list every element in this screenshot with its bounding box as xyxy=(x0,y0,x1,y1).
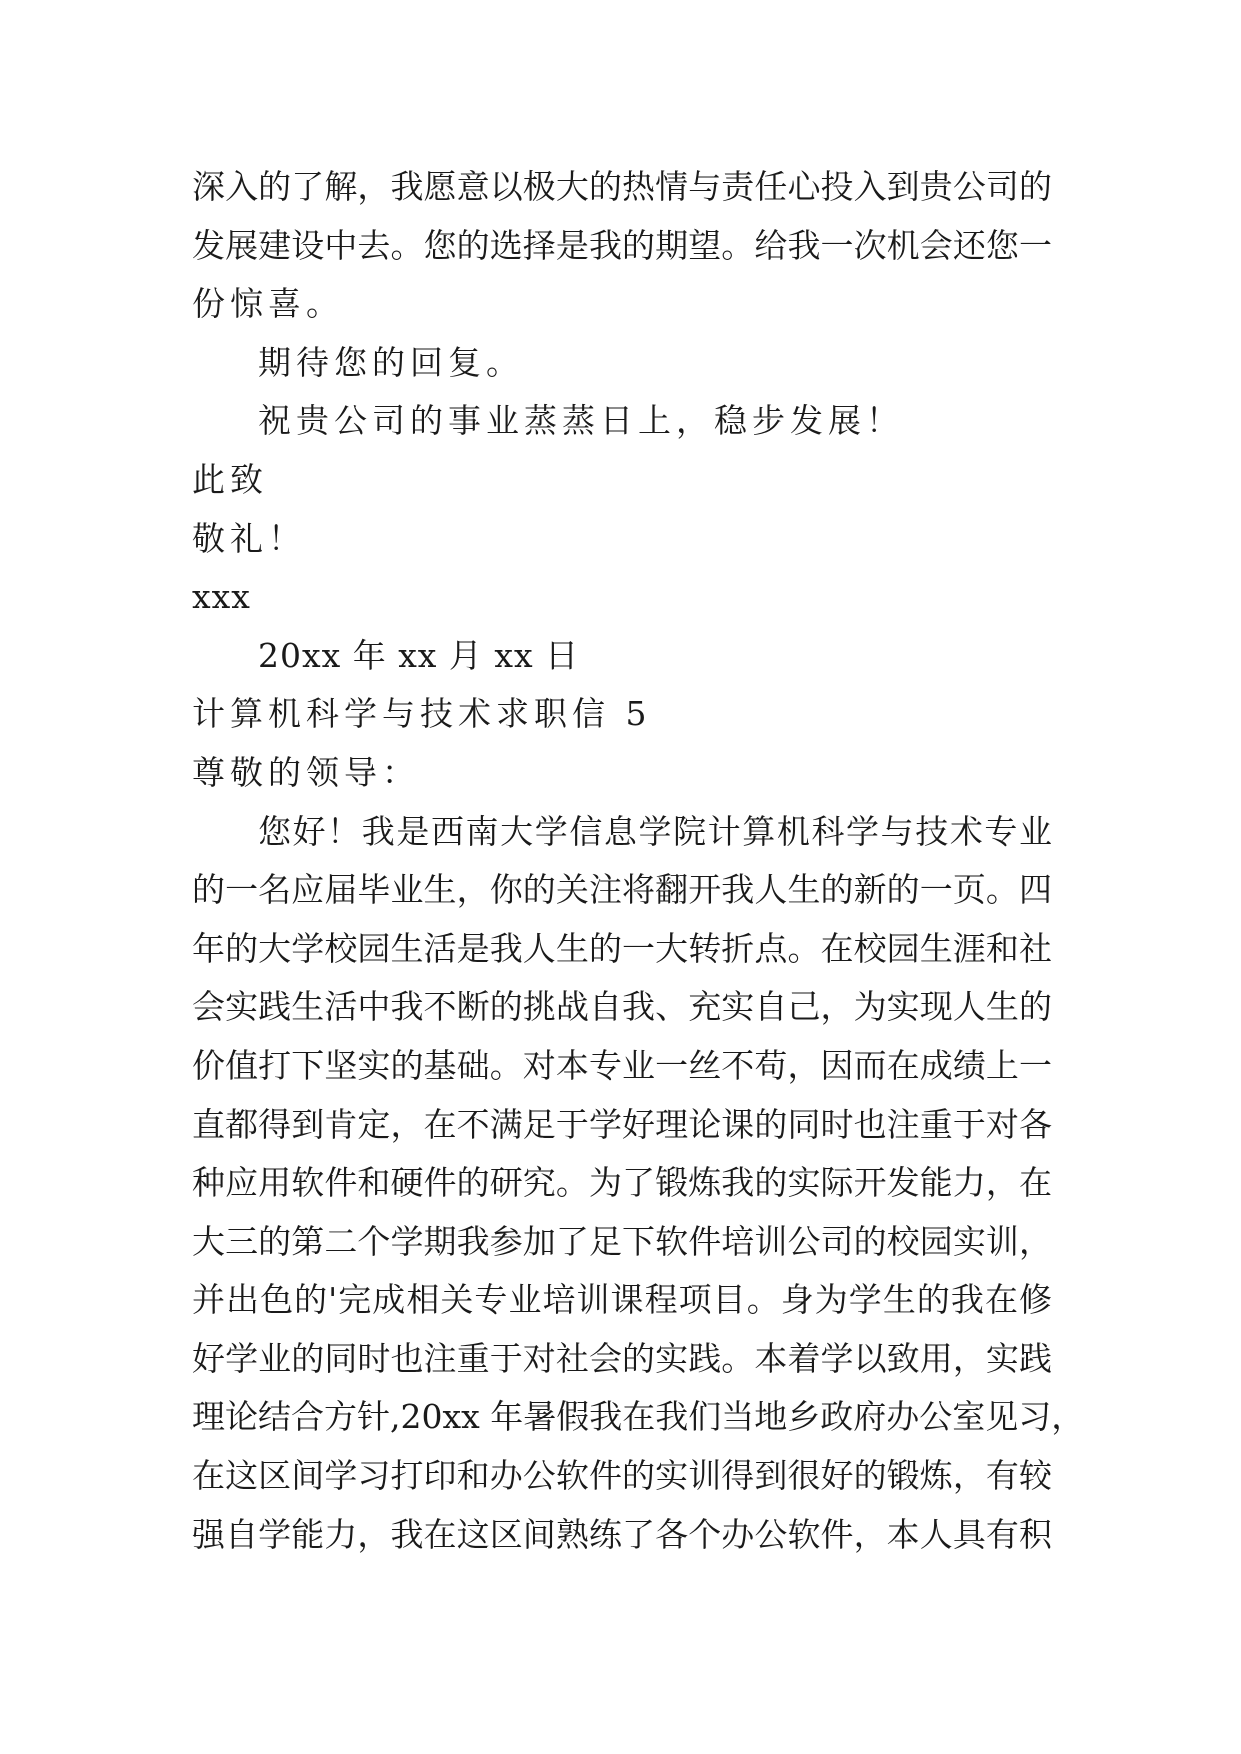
text-line: 大三的第二个学期我参加了足下软件培训公司的校园实训， xyxy=(192,1221,1052,1261)
signature-date: 20xx 年 xx 月 xx 日 xyxy=(258,635,580,675)
text-line: 在这区间学习打印和办公软件的实训得到很好的锻炼，有较 xyxy=(192,1456,1052,1496)
text-line: 您好！我是西南大学信息学院计算机科学与技术专业 xyxy=(258,811,1052,851)
letter-body xyxy=(192,158,1085,1564)
closing-salutation: 此致 xyxy=(192,459,268,499)
text-line: 种应用软件和硬件的研究。为了锻炼我的实际开发能力，在 xyxy=(192,1163,1052,1203)
text-line: 年的大学校园生活是我人生的一大转折点。在校园生涯和社 xyxy=(192,928,1052,968)
text-line: 的一名应届毕业生，你的关注将翻开我人生的新的一页。四 xyxy=(192,870,1052,910)
text-line: 会实践生活中我不断的挑战自我、充实自己，为实现人生的 xyxy=(192,987,1052,1027)
text-line: 份惊喜。 xyxy=(192,284,344,324)
text-line: 深入的了解，我愿意以极大的热情与责任心投入到贵公司的 xyxy=(192,167,1052,206)
text-line: 发展建设中去。您的选择是我的期望。给我一次机会还您一 xyxy=(192,225,1052,265)
text-line: 直都得到肯定，在不满足于学好理论课的同时也注重于对各 xyxy=(192,1104,1052,1144)
greeting: 尊敬的领导： xyxy=(192,752,420,792)
closing-regards: 敬礼！ xyxy=(192,518,306,558)
text-line: 期待您的回复。 xyxy=(258,342,524,382)
text-line: 价值打下坚实的基础。对本专业一丝不苟，因而在成绩上一 xyxy=(192,1045,1052,1085)
text-line: 并出色的'完成相关专业培训课程项目。身为学生的我在修 xyxy=(192,1280,1052,1320)
text-line: 祝贵公司的事业蒸蒸日上，稳步发展！ xyxy=(258,401,904,441)
text-line: 强自学能力，我在这区间熟练了各个办公软件，本人具有积 xyxy=(192,1514,1052,1554)
signature-name: xxx xyxy=(192,577,251,617)
text-line: 理论结合方针,20xx 年暑假我在我们当地乡政府办公室见习， xyxy=(192,1397,1085,1437)
section-title: 计算机科学与技术求职信 5 xyxy=(192,694,652,734)
text-line: 好学业的同时也注重于对社会的实践。本着学以致用，实践 xyxy=(192,1338,1052,1378)
